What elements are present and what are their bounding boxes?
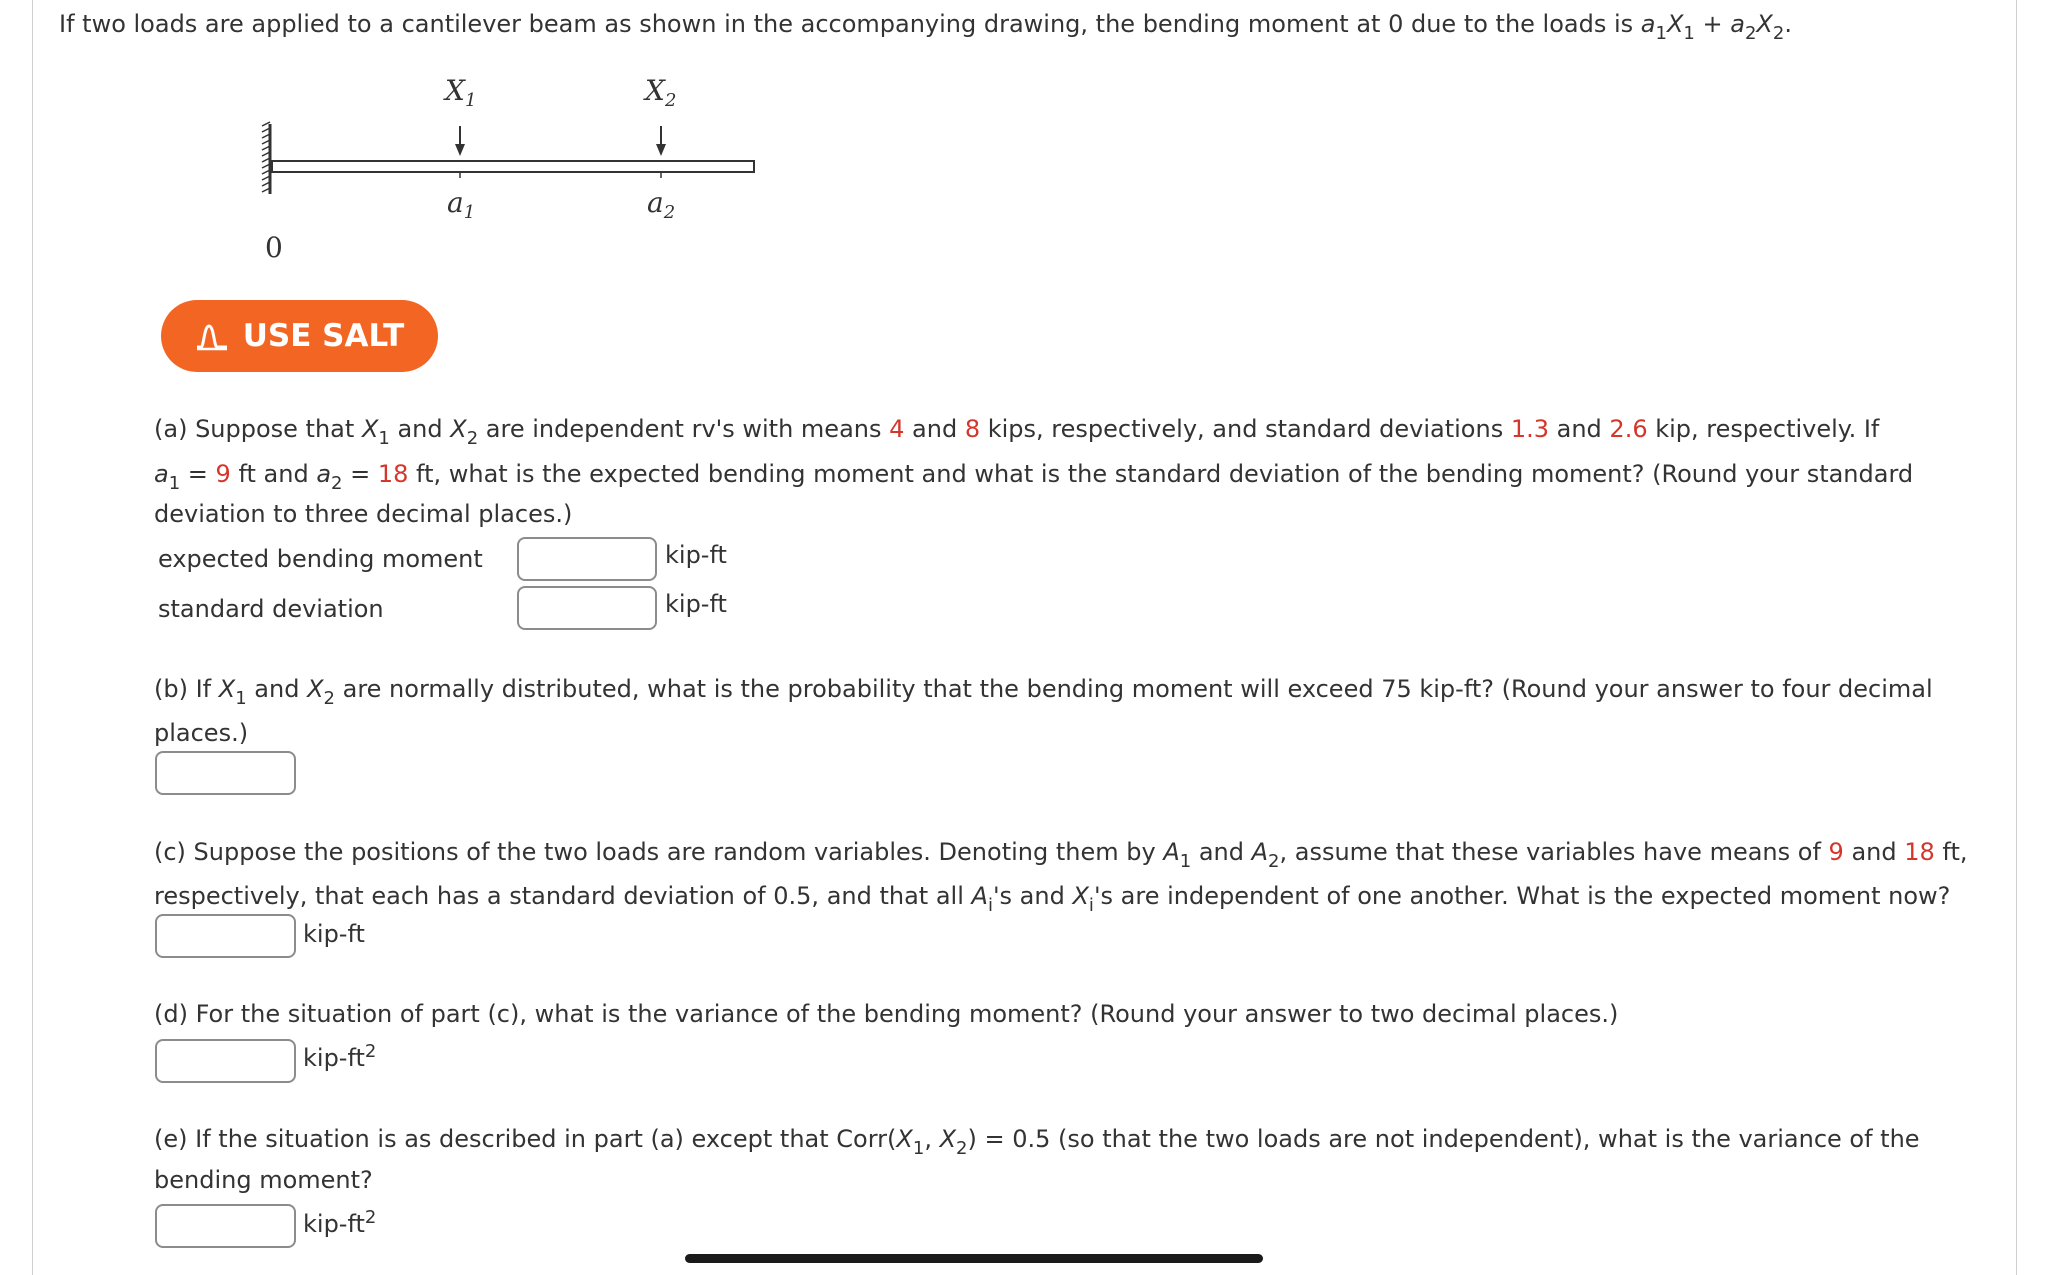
var-A1-sub: 1: [1179, 851, 1192, 872]
var-Xi: X: [1072, 882, 1089, 910]
formula-a2-sub: 2: [1744, 23, 1757, 44]
beam: [272, 161, 754, 172]
part-a-text: are independent rv's with means: [478, 415, 890, 443]
var-a2-sub: 2: [331, 473, 343, 494]
text-and: and: [1549, 415, 1610, 443]
use-salt-label: USE SALT: [242, 318, 405, 354]
var-x2: X: [450, 415, 467, 443]
mean2-value: 8: [964, 415, 981, 443]
text-and: and: [1191, 838, 1252, 866]
var-x2-sub: 2: [323, 688, 335, 709]
part-b-text: are normally distributed, what is the probability that the bending moment will exceed 75 kip-ft? (Round your answer to four decimal: [334, 675, 1933, 703]
use-salt-button[interactable]: [161, 300, 438, 372]
variance-c-unit-text: kip-ft: [303, 1044, 365, 1072]
var-A2: A: [1251, 838, 1269, 866]
part-b-text: (b) If: [154, 675, 219, 703]
part-b-line2: places.): [154, 719, 249, 747]
var-A1: A: [1163, 838, 1180, 866]
sd1-value: 1.3: [1510, 415, 1549, 443]
part-a-text: kips, respectively, and standard deviations: [980, 415, 1511, 443]
part-e-text: (e) If the situation is as described in part (a) except that Corr(: [154, 1125, 897, 1153]
page-right-border: [2016, 0, 2017, 1275]
position-mean1-value: 9: [1828, 838, 1844, 866]
variance-e-unit: [303, 1208, 376, 1240]
formula-x2-sub: 2: [1772, 23, 1785, 44]
part-e-text: ) = 0.5 (so that the two loads are not independent), what is the variance of the: [967, 1125, 1920, 1153]
part-c-text: , assume that these variables have means of: [1279, 838, 1829, 866]
expected-moment-unit: kip-ft: [665, 541, 727, 569]
var-x1-sub: 1: [912, 1138, 925, 1159]
var-x2: X: [307, 675, 324, 703]
horizontal-scrollbar[interactable]: [685, 1254, 1263, 1263]
fixed-wall-support: [262, 122, 270, 194]
part-a-line2: [154, 458, 1914, 494]
part-c-text: respectively, that each has a standard deviation of 0.5, and that all: [154, 882, 972, 910]
var-a2: a: [316, 460, 332, 488]
probability-input[interactable]: [155, 751, 296, 795]
problem-intro: [59, 8, 1792, 44]
text-equals: =: [342, 460, 378, 488]
var-x2-sub: 2: [956, 1138, 968, 1159]
var-x2: X: [939, 1125, 957, 1153]
page-left-border: [32, 0, 33, 1275]
std-deviation-input[interactable]: [517, 586, 657, 630]
formula-a1: a: [1640, 10, 1656, 38]
mean1-value: 4: [889, 415, 905, 443]
part-c-text: ft,: [1934, 838, 1968, 866]
part-c-line2: [154, 880, 1951, 916]
part-a-text: (a) Suppose that: [154, 415, 362, 443]
var-x1: X: [218, 675, 236, 703]
var-a1: a: [154, 460, 169, 488]
std-deviation-unit: kip-ft: [665, 590, 727, 618]
var-x2-sub: 2: [466, 428, 479, 449]
expected-moment-label: expected bending moment: [158, 545, 483, 573]
expected-moment-now-unit: kip-ft: [303, 920, 365, 948]
var-A2-sub: 2: [1268, 851, 1280, 872]
load1-label: $X_1$: [445, 74, 477, 111]
part-d-line1: (d) For the situation of part (c), what is the variance of the bending moment? (Round your answer to two decimal places.): [154, 1000, 1619, 1028]
position2-label: $a_2$: [647, 186, 676, 223]
var-x1: X: [896, 1125, 913, 1153]
variance-c-unit-sup: 2: [364, 1041, 377, 1062]
text-equals: =: [180, 460, 216, 488]
formula-x2: X: [1756, 10, 1773, 38]
var-x1: X: [361, 415, 379, 443]
formula-period: .: [1784, 10, 1792, 38]
salt-graph-icon: [195, 321, 229, 351]
variance-c-input[interactable]: [155, 1039, 296, 1083]
a2-value: 18: [377, 460, 409, 488]
expected-moment-now-input[interactable]: [155, 914, 296, 958]
part-a-text: kip, respectively. If: [1647, 415, 1880, 443]
expected-moment-input[interactable]: [517, 537, 657, 581]
a1-value: 9: [215, 460, 231, 488]
formula-a1-sub: 1: [1655, 23, 1667, 44]
position1-label: $a_1$: [447, 186, 476, 223]
std-deviation-label: standard deviation: [158, 595, 384, 623]
formula-x1-sub: 1: [1683, 23, 1695, 44]
variance-e-unit-sup: 2: [364, 1207, 377, 1228]
part-c-text: 's and: [992, 882, 1073, 910]
part-c-line1: [154, 836, 1968, 872]
variance-e-unit-text: kip-ft: [303, 1210, 365, 1238]
text-comma: ,: [924, 1125, 940, 1153]
part-a-text: ft, what is the expected bending moment and what is the standard deviation of the bending moment? (Round your standard: [408, 460, 1914, 488]
position-mean2-value: 18: [1904, 838, 1935, 866]
text-and: and: [1843, 838, 1905, 866]
origin-label: 0: [265, 231, 283, 264]
part-a-line3: deviation to three decimal places.): [154, 500, 573, 528]
var-Ai: A: [971, 882, 988, 910]
part-e-line1: [154, 1123, 1920, 1159]
sd2-value: 2.6: [1609, 415, 1648, 443]
text-and: and: [246, 675, 308, 703]
text-and: and: [389, 415, 451, 443]
part-a-text: ft and: [230, 460, 317, 488]
part-c-text: 's are independent of one another. What is the expected moment now?: [1093, 882, 1951, 910]
part-c-text: (c) Suppose the positions of the two loads are random variables. Denoting them by: [154, 838, 1164, 866]
variance-e-input[interactable]: [155, 1204, 296, 1248]
cantilever-beam-diagram: [240, 60, 780, 280]
var-Ai-sub: i: [987, 895, 993, 916]
var-x1-sub: 1: [378, 428, 390, 449]
intro-text: If two loads are applied to a cantilever beam as shown in the accompanying drawing, the bending moment at 0 due to the loads is: [59, 10, 1641, 38]
part-b-line1: [154, 673, 1933, 709]
var-Xi-sub: i: [1088, 895, 1094, 916]
var-a1-sub: 1: [168, 473, 181, 494]
part-a-line1: [154, 413, 1880, 449]
formula-plus: +: [1694, 10, 1731, 38]
load2-label: $X_2$: [645, 74, 677, 111]
formula-x1: X: [1666, 10, 1684, 38]
var-x1-sub: 1: [235, 688, 247, 709]
formula-a2: a: [1730, 10, 1745, 38]
part-e-line2: bending moment?: [154, 1166, 373, 1194]
variance-c-unit: [303, 1042, 376, 1074]
text-and: and: [904, 415, 965, 443]
